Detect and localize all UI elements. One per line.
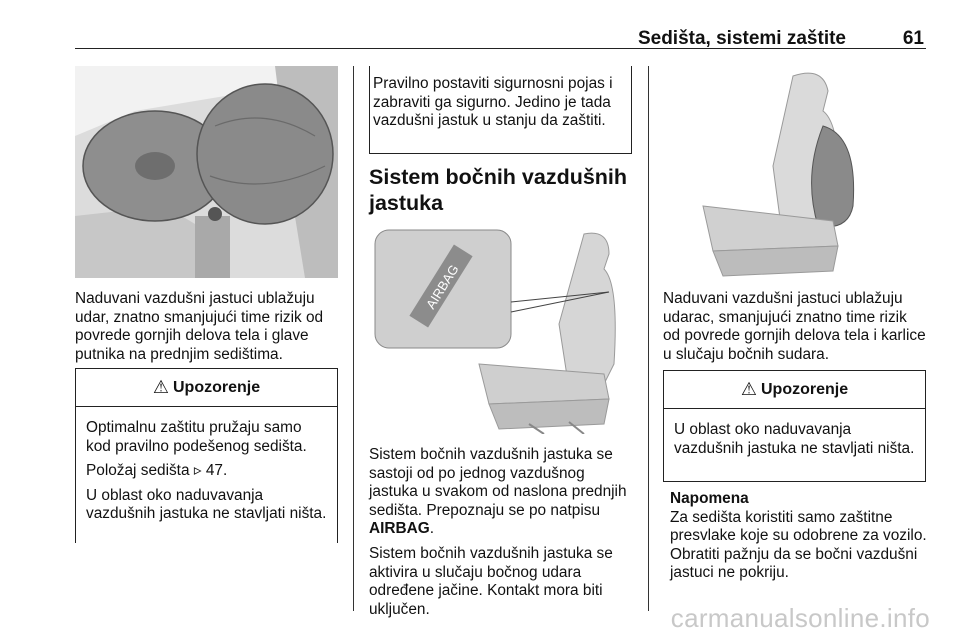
warning-body (664, 409, 925, 472)
note-text: Za sedišta koristiti samo zaštitne presvlake koje su odobrene za vozilo. Obratiti pažnju da se bočni vazdušni jastuci ne pokriju. (670, 508, 927, 582)
warning-title: Upozorenje (761, 380, 849, 398)
warning-text: U oblast oko naduvavanja vazdušnih jastuka ne stavljati ništa. (86, 486, 327, 523)
warning-body (76, 407, 337, 538)
description-p2: Sistem bočnih vazdušnih jastuka se aktivira u slučaju bočnog udara određene jačine. Kontakt mora biti uključen. (369, 544, 613, 618)
front-airbags-illustration (75, 66, 338, 278)
watermark: carmanualsonline.info (670, 603, 930, 633)
warning-box-side (663, 370, 926, 482)
page-header (75, 26, 926, 49)
warning-triangle-icon: ⚠ (740, 379, 757, 399)
seatbelt-note-box (369, 66, 632, 154)
caption-text: Naduvani vazdušni jastuci ublažuju udarac, smanjujući znatno time rizik od povrede gornjih delova tela i karlice u slučaju bočnih sudara. (663, 290, 926, 363)
page-reference-arrow-icon: ▹ (193, 462, 202, 480)
warning-triangle-icon: ⚠ (152, 377, 169, 397)
page-number: 61 (902, 28, 924, 49)
airbag-keyword: AIRBAG (369, 520, 430, 538)
note-section (670, 490, 928, 583)
side-airbag-caption (663, 290, 928, 370)
side-airbag-seat-illustration (369, 224, 632, 434)
chapter-title: Sedišta, sistemi zaštite (637, 28, 846, 49)
side-airbag-deployed-illustration (663, 66, 926, 278)
front-airbag-caption (75, 290, 343, 370)
warning-text: Optimalnu zaštitu pružaju samo kod pravilno podešenog sedišta. (86, 419, 307, 455)
column-divider-left (353, 66, 354, 611)
side-airbag-description (369, 446, 637, 625)
note-text: Pravilno postaviti sigurnosni pojas i zabraviti ga sigurno. Jedino je tada vazdušni jastuk u stanju da zaštiti. (373, 75, 613, 130)
description-p1: Sistem bočnih vazdušnih jastuka se sastoji od po jednog vazdušnog jastuka u svakom od naslona prednjih sedišta. Prepoznaju se po natpisu AIRBAG. (369, 446, 627, 538)
warning-text: U oblast oko naduvavanja vazdušnih jastuka ne stavljati ništa. (674, 421, 915, 457)
warning-title: Upozorenje (173, 378, 261, 396)
warning-header (76, 369, 337, 407)
warning-header (664, 371, 925, 409)
warning-box-front (75, 368, 338, 543)
note-title: Napomena (670, 490, 749, 507)
column-divider-right (648, 66, 649, 611)
page-reference[interactable]: 47. (205, 462, 228, 480)
section-title: Sistem bočnih vazdušnih jastuka (369, 165, 628, 215)
airbag-label: AIRBAG (422, 261, 462, 312)
caption-text: Naduvani vazdušni jastuci ublažuju udar, znatno smanjujući time rizik od povrede gornjih delova tela i glave putnika na prednjim sedištima. (75, 290, 324, 363)
warning-seat-position: Položaj sedišta ▹ 47. (86, 462, 228, 480)
